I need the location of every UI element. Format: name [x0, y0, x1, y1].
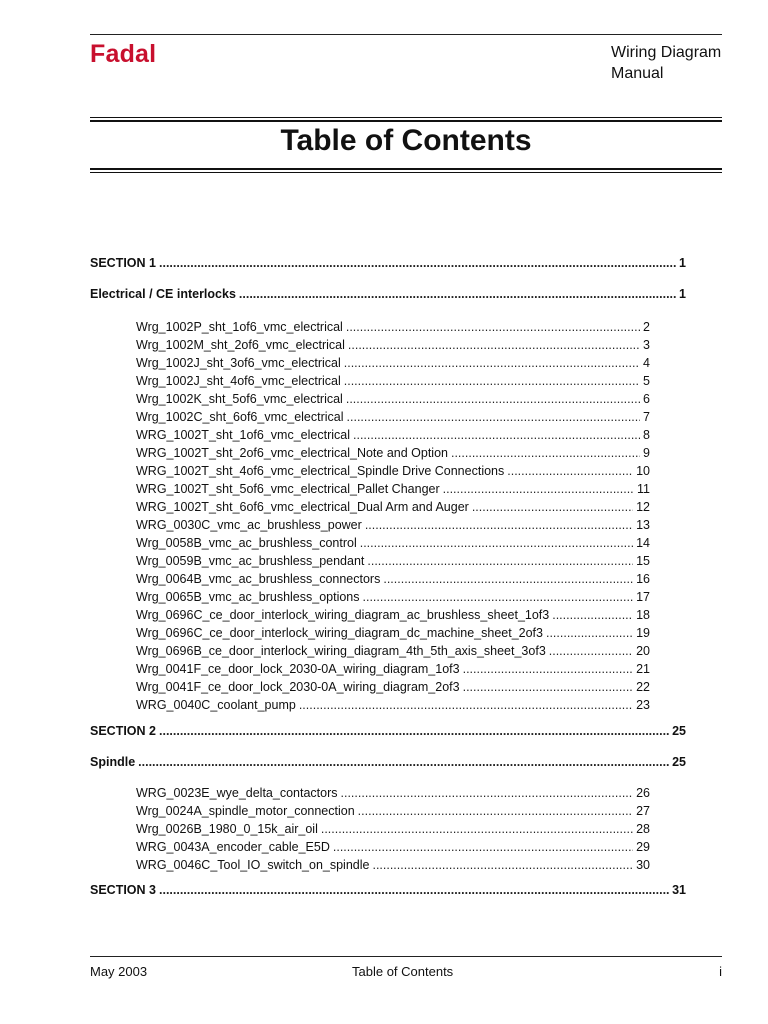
- toc-entry-label: Wrg_0064B_vmc_ac_brushless_connectors: [136, 572, 381, 586]
- toc-entry-label: Wrg_1002C_sht_6of6_vmc_electrical: [136, 410, 344, 424]
- document-type-line-2: Manual: [611, 65, 664, 82]
- toc-dot-leader: [299, 698, 633, 712]
- toc-entry[interactable]: [136, 608, 650, 622]
- toc-section-entry[interactable]: [90, 755, 686, 769]
- toc-entry-page: 27: [636, 804, 650, 818]
- toc-entry-label: Wrg_0026B_1980_0_15k_air_oil: [136, 822, 318, 836]
- toc-dot-leader: [341, 786, 634, 800]
- toc-entry[interactable]: [136, 338, 650, 352]
- toc-entry[interactable]: [136, 392, 650, 406]
- toc-dot-leader: [138, 755, 669, 769]
- toc-entry-page: 28: [636, 822, 650, 836]
- toc-entry-label: WRG_1002T_sht_6of6_vmc_electrical_Dual Arm and Auger: [136, 500, 469, 514]
- toc-entry-label: WRG_1002T_sht_1of6_vmc_electrical: [136, 428, 350, 442]
- toc-dot-leader: [347, 410, 641, 424]
- toc-entry-page: 2: [643, 320, 650, 334]
- toc-entry-page: 3: [643, 338, 650, 352]
- toc-entry-page: 10: [636, 464, 650, 478]
- document-type: [611, 42, 721, 84]
- toc-dot-leader: [463, 680, 634, 694]
- toc-entry-page: 6: [643, 392, 650, 406]
- toc-entry[interactable]: [136, 858, 650, 872]
- page-title: Table of Contents: [280, 124, 532, 157]
- title-rule-top-thick: [90, 120, 722, 122]
- footer-rule: [90, 956, 722, 957]
- toc-entry[interactable]: [136, 536, 650, 550]
- footer-date: May 2003: [90, 964, 148, 979]
- toc-entry[interactable]: [136, 446, 650, 460]
- footer-title: Table of Contents: [352, 964, 454, 979]
- toc-entry-label: Wrg_1002J_sht_3of6_vmc_electrical: [136, 356, 341, 370]
- title-rule-bottom: [90, 172, 722, 173]
- toc-entry-page: 26: [636, 786, 650, 800]
- toc-entry-page: 30: [636, 858, 650, 872]
- toc-entry-label: SECTION 1: [90, 256, 156, 270]
- toc-dot-leader: [360, 536, 633, 550]
- toc-entry-label: WRG_1002T_sht_4of6_vmc_electrical_Spindle Drive Connections: [136, 464, 505, 478]
- toc-dot-leader: [546, 626, 633, 640]
- toc-entry-page: 5: [643, 374, 650, 388]
- toc-section-entry[interactable]: [90, 256, 686, 270]
- toc-entry[interactable]: [136, 822, 650, 836]
- toc-entry-label: WRG_0030C_vmc_ac_brushless_power: [136, 518, 362, 532]
- toc-dot-leader: [353, 428, 640, 442]
- toc-dot-leader: [552, 608, 633, 622]
- toc-dot-leader: [159, 724, 669, 738]
- toc-entry-label: WRG_0046C_Tool_IO_switch_on_spindle: [136, 858, 370, 872]
- toc-entry-page: 4: [643, 356, 650, 370]
- toc-entry[interactable]: [136, 500, 650, 514]
- toc-entry-page: 15: [636, 554, 650, 568]
- toc-dot-leader: [344, 356, 640, 370]
- toc-entry-label: SECTION 3: [90, 883, 156, 897]
- toc-entry[interactable]: [136, 554, 650, 568]
- toc-section-entry[interactable]: [90, 883, 686, 897]
- toc-entry-label: WRG_0040C_coolant_pump: [136, 698, 296, 712]
- toc-entry[interactable]: [136, 356, 650, 370]
- toc-entry-label: WRG_0023E_wye_delta_contactors: [136, 786, 338, 800]
- toc-entry-page: 1: [679, 256, 686, 270]
- toc-dot-leader: [239, 287, 676, 301]
- toc-dot-leader: [159, 883, 669, 897]
- toc-dot-leader: [346, 392, 640, 406]
- toc-dot-leader: [472, 500, 633, 514]
- toc-entry[interactable]: [136, 804, 650, 818]
- toc-entry-label: Wrg_0058B_vmc_ac_brushless_control: [136, 536, 357, 550]
- footer-page-number: i: [719, 964, 722, 979]
- toc-entry-label: Wrg_0059B_vmc_ac_brushless_pendant: [136, 554, 365, 568]
- toc-entry-page: 23: [636, 698, 650, 712]
- toc-entry-page: 25: [672, 724, 686, 738]
- toc-entry-page: 13: [636, 518, 650, 532]
- toc-entry-label: Wrg_0696C_ce_door_interlock_wiring_diagram_dc_machine_sheet_2of3: [136, 626, 543, 640]
- title-rule-top: [90, 117, 722, 118]
- toc-entry-label: Wrg_0041F_ce_door_lock_2030-0A_wiring_diagram_2of3: [136, 680, 460, 694]
- toc-entry-page: 21: [636, 662, 650, 676]
- toc-entry-label: Wrg_0696B_ce_door_interlock_wiring_diagram_4th_5th_axis_sheet_3of3: [136, 644, 546, 658]
- toc-dot-leader: [344, 374, 640, 388]
- toc-dot-leader: [443, 482, 634, 496]
- toc-entry[interactable]: [136, 590, 650, 604]
- toc-entry-label: WRG_0043A_encoder_cable_E5D: [136, 840, 330, 854]
- toc-entry-label: Wrg_1002K_sht_5of6_vmc_electrical: [136, 392, 343, 406]
- header-top-rule: [90, 34, 722, 35]
- toc-entry-page: 22: [636, 680, 650, 694]
- toc-entry-label: Wrg_0065B_vmc_ac_brushless_options: [136, 590, 360, 604]
- toc-dot-leader: [507, 464, 633, 478]
- toc-dot-leader: [346, 320, 640, 334]
- toc-dot-leader: [463, 662, 634, 676]
- title-rule-bottom-thick: [90, 168, 722, 170]
- toc-entry-label: Electrical / CE interlocks: [90, 287, 236, 301]
- toc-entry[interactable]: [136, 626, 650, 640]
- toc-entry-label: WRG_1002T_sht_2of6_vmc_electrical_Note and Option: [136, 446, 448, 460]
- toc-entry[interactable]: [136, 840, 650, 854]
- toc-entry[interactable]: [136, 644, 650, 658]
- toc-entry[interactable]: [136, 374, 650, 388]
- toc-entry-page: 8: [643, 428, 650, 442]
- toc-entry[interactable]: [136, 572, 650, 586]
- toc-dot-leader: [451, 446, 640, 460]
- toc-entry-page: 7: [643, 410, 650, 424]
- brand-logo: Fadal: [90, 40, 157, 68]
- toc-dot-leader: [159, 256, 676, 270]
- toc-dot-leader: [348, 338, 640, 352]
- toc-entry-label: Wrg_1002P_sht_1of6_vmc_electrical: [136, 320, 343, 334]
- toc-entry-page: 16: [636, 572, 650, 586]
- document-type-line-1: Wiring Diagram: [611, 44, 722, 61]
- toc-entry-label: Wrg_1002M_sht_2of6_vmc_electrical: [136, 338, 345, 352]
- toc-entry-page: 12: [636, 500, 650, 514]
- toc-dot-leader: [367, 554, 633, 568]
- toc-entry[interactable]: [136, 698, 650, 712]
- toc-entry-page: 20: [636, 644, 650, 658]
- toc-entry-page: 31: [672, 883, 686, 897]
- toc-entry[interactable]: [136, 410, 650, 424]
- toc-entry[interactable]: [136, 428, 650, 442]
- toc-section-entry[interactable]: [90, 287, 686, 301]
- toc-entry-label: Wrg_0041F_ce_door_lock_2030-0A_wiring_diagram_1of3: [136, 662, 460, 676]
- toc-entry-page: 9: [643, 446, 650, 460]
- toc-entry[interactable]: [136, 662, 650, 676]
- toc-entry-label: Spindle: [90, 755, 136, 769]
- toc-entry-page: 17: [636, 590, 650, 604]
- toc-dot-leader: [549, 644, 633, 658]
- toc-entry-page: 11: [637, 482, 650, 496]
- toc-dot-leader: [372, 858, 633, 872]
- toc-dot-leader: [358, 804, 633, 818]
- toc-entry-label: Wrg_0696C_ce_door_interlock_wiring_diagram_ac_brushless_sheet_1of3: [136, 608, 550, 622]
- toc-entry[interactable]: [136, 786, 650, 800]
- toc-entry[interactable]: [136, 320, 650, 334]
- toc-dot-leader: [383, 572, 633, 586]
- toc-entry-label: Wrg_1002J_sht_4of6_vmc_electrical: [136, 374, 341, 388]
- toc-section-entry[interactable]: [90, 724, 686, 738]
- toc-entry[interactable]: [136, 680, 650, 694]
- toc-entry-page: 1: [679, 287, 686, 301]
- toc-entry-label: WRG_1002T_sht_5of6_vmc_electrical_Pallet Changer: [136, 482, 440, 496]
- toc-entry[interactable]: [136, 464, 650, 478]
- toc-entry[interactable]: [136, 518, 650, 532]
- toc-entry-label: SECTION 2: [90, 724, 156, 738]
- toc-entry-page: 29: [636, 840, 650, 854]
- toc-dot-leader: [333, 840, 633, 854]
- toc-entry-page: 19: [636, 626, 650, 640]
- toc-entry[interactable]: [136, 482, 650, 496]
- toc-dot-leader: [365, 518, 633, 532]
- toc-entry-label: Wrg_0024A_spindle_motor_connection: [136, 804, 355, 818]
- toc-entry-page: 14: [636, 536, 650, 550]
- toc-dot-leader: [363, 590, 634, 604]
- toc-entry-page: 25: [672, 755, 686, 769]
- toc-dot-leader: [321, 822, 633, 836]
- toc-entry-page: 18: [636, 608, 650, 622]
